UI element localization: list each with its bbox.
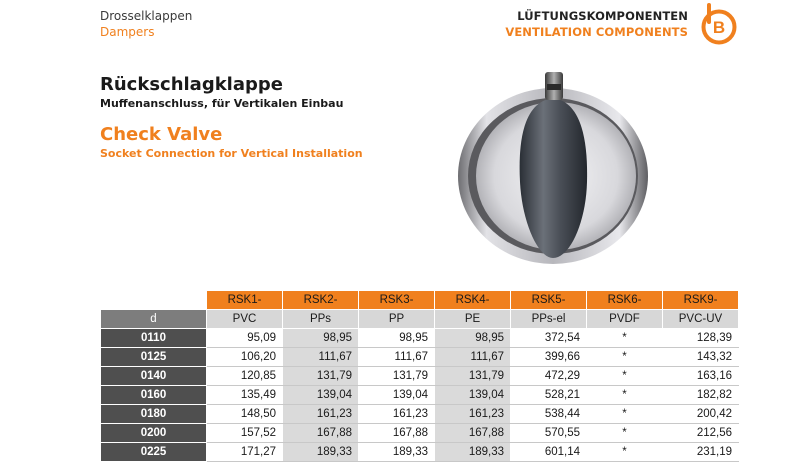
brand-de: LÜFTUNGSKOMPONENTEN bbox=[517, 9, 688, 23]
price-cell: 161,23 bbox=[359, 405, 435, 424]
table-row bbox=[101, 329, 739, 348]
price-cell: 131,79 bbox=[435, 367, 511, 386]
diameter-cell: 0180 bbox=[101, 405, 207, 424]
brand-en: VENTILATION COMPONENTS bbox=[505, 25, 688, 39]
table-row bbox=[101, 424, 739, 443]
price-cell: 148,50 bbox=[207, 405, 283, 424]
price-cell: 189,33 bbox=[283, 443, 359, 462]
logo-letter: B bbox=[712, 18, 726, 37]
price-cell: 111,67 bbox=[435, 348, 511, 367]
material-header: PPs bbox=[283, 310, 359, 329]
table-row bbox=[101, 386, 739, 405]
category-en: Dampers bbox=[100, 25, 155, 39]
brand-heading bbox=[505, 8, 688, 40]
product-subtitle-de: Muffenanschluss, für Vertikalen Einbau bbox=[100, 97, 344, 110]
price-cell: 372,54 bbox=[511, 329, 587, 348]
material-header: PE bbox=[435, 310, 511, 329]
price-cell: 161,23 bbox=[283, 405, 359, 424]
diameter-cell: 0110 bbox=[101, 329, 207, 348]
diameter-cell: 0140 bbox=[101, 367, 207, 386]
price-cell: 189,33 bbox=[359, 443, 435, 462]
price-cell: 143,32 bbox=[663, 348, 739, 367]
price-cell: 111,67 bbox=[283, 348, 359, 367]
blank-corner bbox=[101, 291, 207, 310]
brand-logo-icon bbox=[695, 2, 741, 46]
table-row bbox=[101, 348, 739, 367]
price-cell: * bbox=[587, 329, 663, 348]
price-cell: 98,95 bbox=[435, 329, 511, 348]
price-cell: 399,66 bbox=[511, 348, 587, 367]
category-de: Drosselklappen bbox=[100, 9, 193, 23]
price-cell: 182,82 bbox=[663, 386, 739, 405]
product-title-en: Check Valve bbox=[100, 124, 223, 145]
price-table bbox=[100, 290, 739, 462]
price-cell: 98,95 bbox=[283, 329, 359, 348]
code-header: RSK1- bbox=[207, 291, 283, 310]
price-cell: 157,52 bbox=[207, 424, 283, 443]
code-header: RSK2- bbox=[283, 291, 359, 310]
price-cell: 161,23 bbox=[435, 405, 511, 424]
price-cell: 200,42 bbox=[663, 405, 739, 424]
code-header: RSK5- bbox=[511, 291, 587, 310]
diameter-cell: 0125 bbox=[101, 348, 207, 367]
price-cell: 139,04 bbox=[283, 386, 359, 405]
product-subtitle-en: Socket Connection for Vertical Installation bbox=[100, 147, 363, 160]
price-cell: 139,04 bbox=[435, 386, 511, 405]
table-row bbox=[101, 367, 739, 386]
diameter-cell: 0225 bbox=[101, 443, 207, 462]
price-cell: 212,56 bbox=[663, 424, 739, 443]
price-cell: 538,44 bbox=[511, 405, 587, 424]
table-row bbox=[101, 443, 739, 462]
material-header: PVC-UV bbox=[663, 310, 739, 329]
price-cell: 163,16 bbox=[663, 367, 739, 386]
price-cell: 120,85 bbox=[207, 367, 283, 386]
price-cell: 601,14 bbox=[511, 443, 587, 462]
price-cell: 98,95 bbox=[359, 329, 435, 348]
table-row bbox=[101, 405, 739, 424]
check-valve-image bbox=[448, 62, 658, 270]
price-cell: 570,55 bbox=[511, 424, 587, 443]
diameter-cell: 0160 bbox=[101, 386, 207, 405]
code-header: RSK6- bbox=[587, 291, 663, 310]
breadcrumb bbox=[100, 8, 192, 40]
code-header: RSK3- bbox=[359, 291, 435, 310]
code-header-row bbox=[101, 291, 739, 310]
price-cell: 135,49 bbox=[207, 386, 283, 405]
price-cell: 472,29 bbox=[511, 367, 587, 386]
code-header: RSK4- bbox=[435, 291, 511, 310]
price-cell: 167,88 bbox=[359, 424, 435, 443]
price-cell: 111,67 bbox=[359, 348, 435, 367]
material-header: PP bbox=[359, 310, 435, 329]
price-cell: * bbox=[587, 367, 663, 386]
price-cell: 106,20 bbox=[207, 348, 283, 367]
price-cell: 131,79 bbox=[283, 367, 359, 386]
price-cell: * bbox=[587, 348, 663, 367]
diameter-header: d bbox=[101, 310, 207, 329]
product-title-de: Rückschlagklappe bbox=[100, 74, 283, 95]
price-cell: 95,09 bbox=[207, 329, 283, 348]
price-cell: 128,39 bbox=[663, 329, 739, 348]
price-cell: 528,21 bbox=[511, 386, 587, 405]
price-cell: 139,04 bbox=[359, 386, 435, 405]
diameter-cell: 0200 bbox=[101, 424, 207, 443]
price-cell: * bbox=[587, 405, 663, 424]
price-cell: 231,19 bbox=[663, 443, 739, 462]
material-header: PVDF bbox=[587, 310, 663, 329]
price-cell: * bbox=[587, 424, 663, 443]
product-title-block bbox=[100, 74, 363, 161]
material-header: PPs-el bbox=[511, 310, 587, 329]
price-cell: 171,27 bbox=[207, 443, 283, 462]
code-header: RSK9- bbox=[663, 291, 739, 310]
material-header-row bbox=[101, 310, 739, 329]
price-cell: * bbox=[587, 386, 663, 405]
price-cell: 167,88 bbox=[435, 424, 511, 443]
price-cell: * bbox=[587, 443, 663, 462]
price-cell: 189,33 bbox=[435, 443, 511, 462]
material-header: PVC bbox=[207, 310, 283, 329]
price-cell: 131,79 bbox=[359, 367, 435, 386]
price-cell: 167,88 bbox=[283, 424, 359, 443]
